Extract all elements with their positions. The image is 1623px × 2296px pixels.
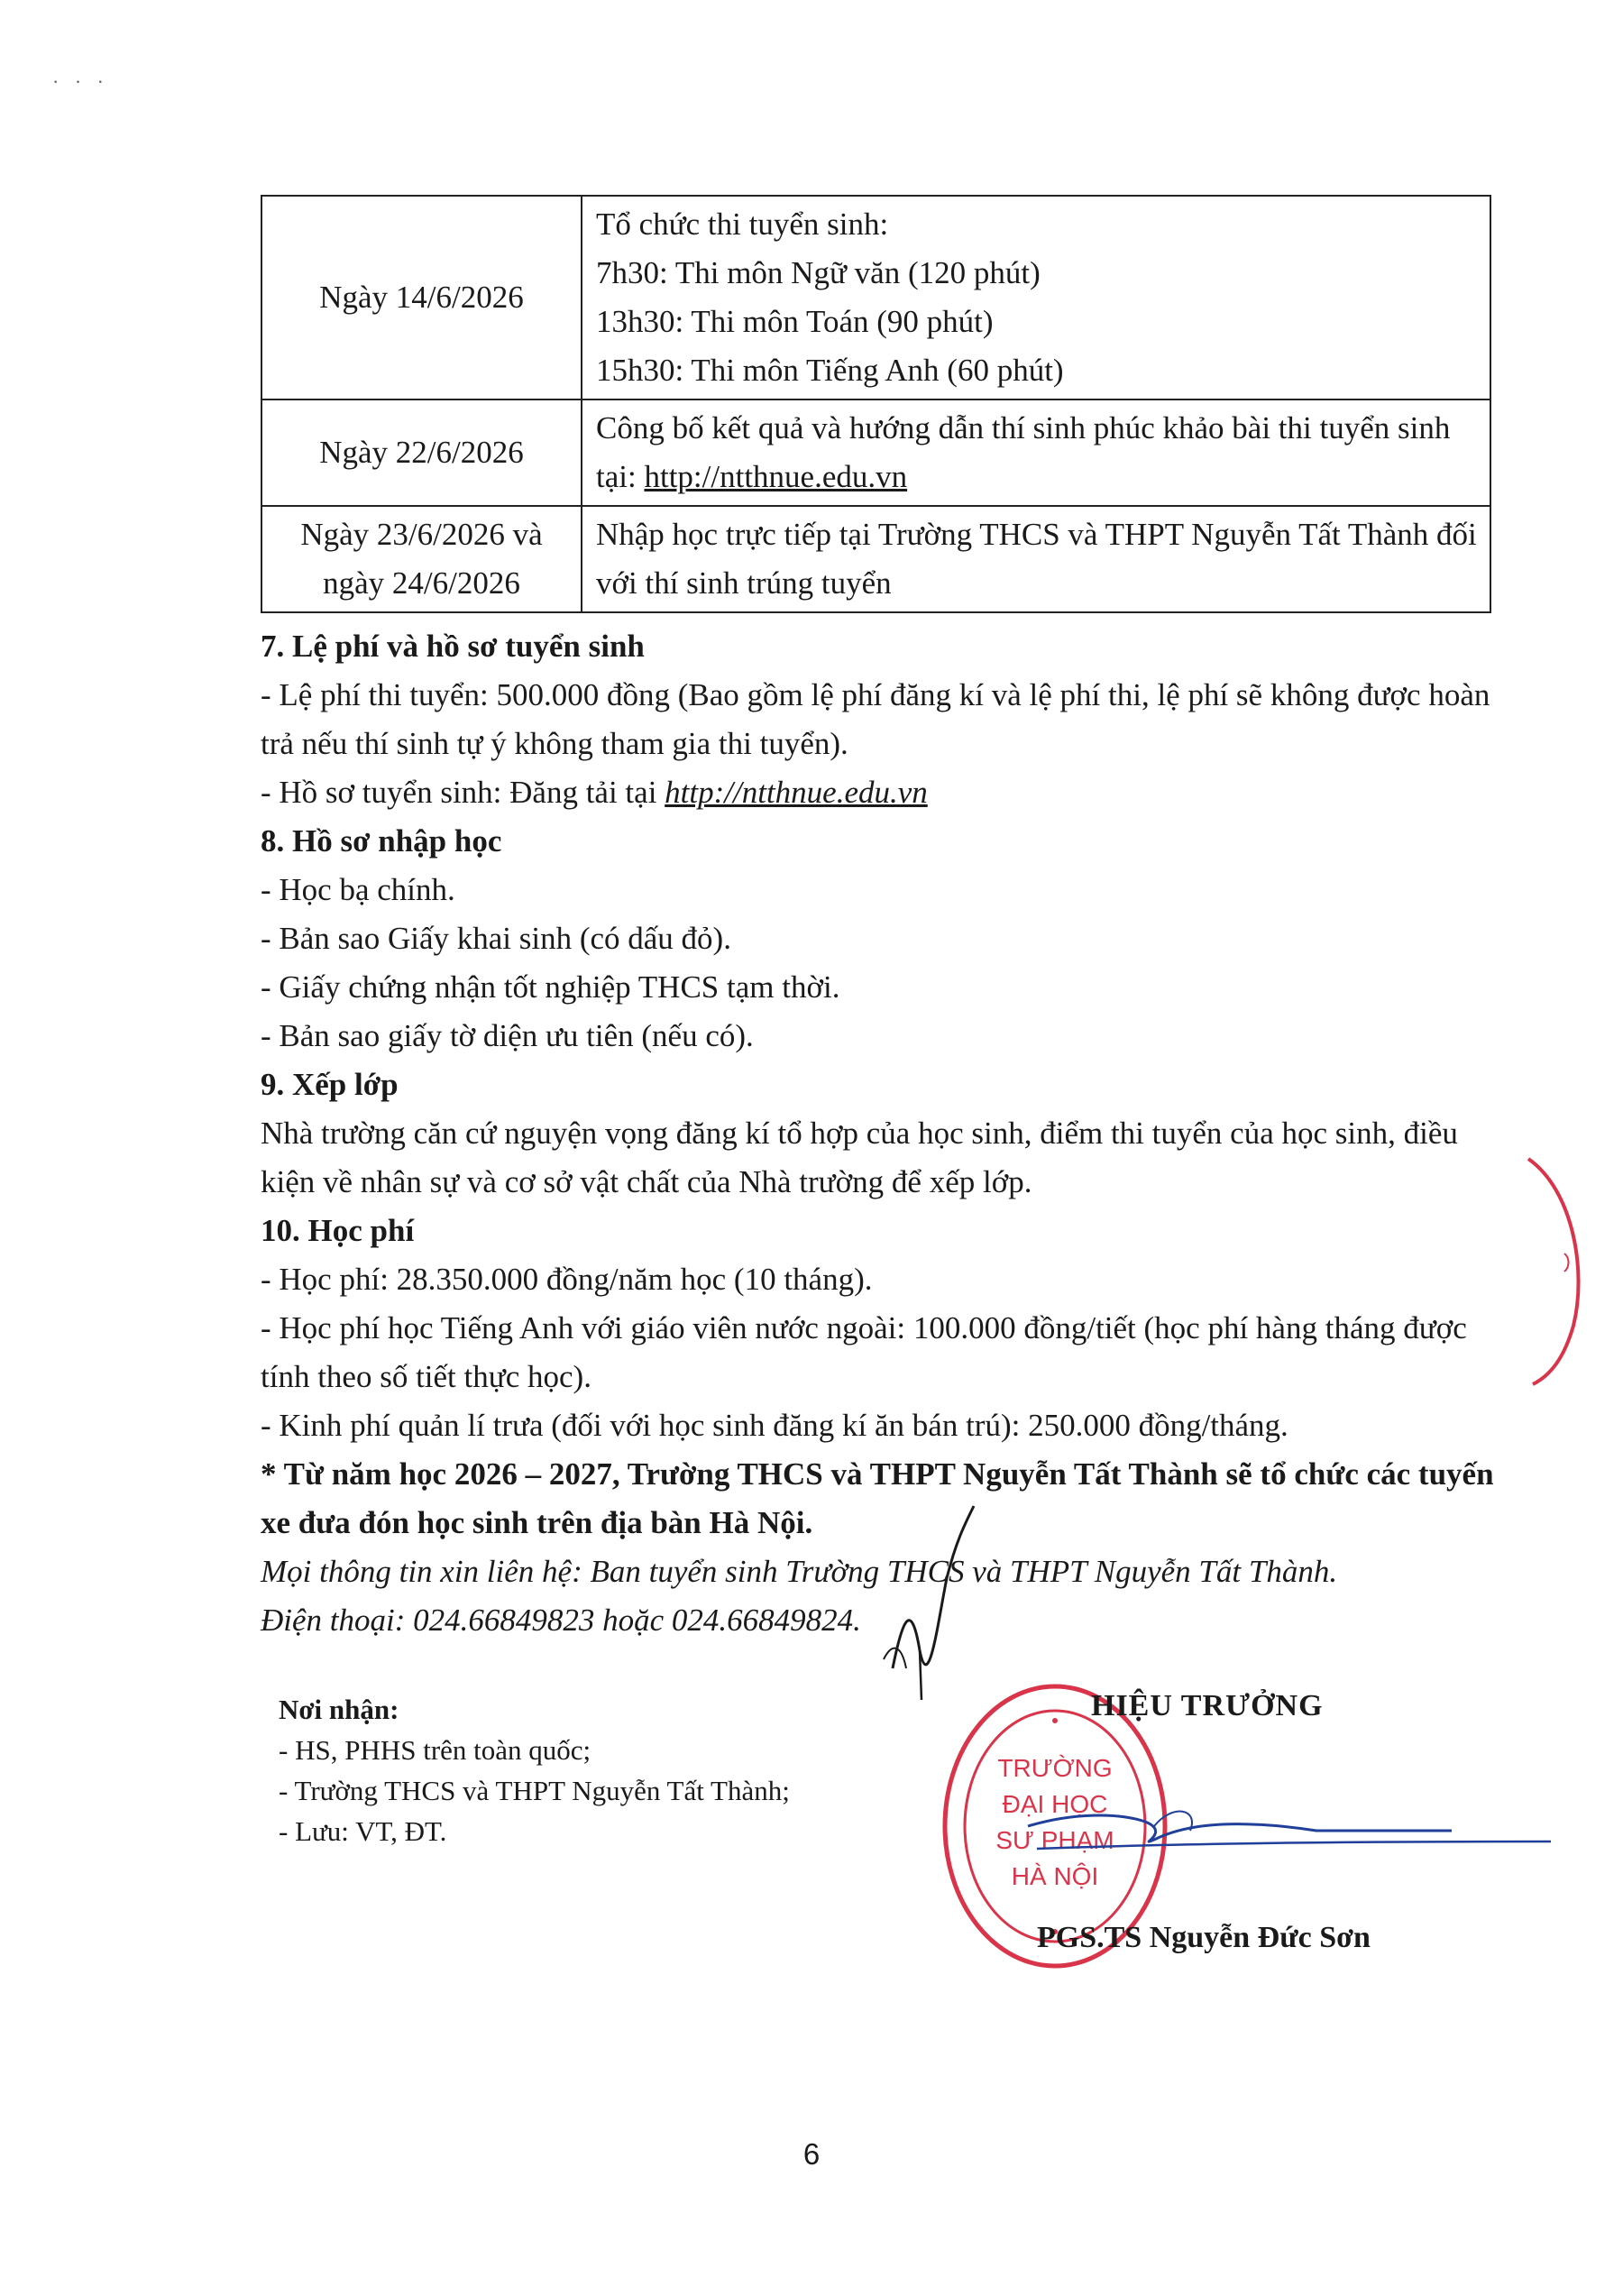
principal-title: HIỆU TRƯỞNG [1091,1689,1324,1722]
documents-link[interactable]: http://ntthnue.edu.vn [665,775,928,810]
schedule-description: Tổ chức thi tuyển sinh: 7h30: Thi môn Ngữ văn (120 phút) 13h30: Thi môn Toán (90 phút) 15h30: Thi môn Tiếng Anh (60 phút) [582,196,1490,400]
documents-paragraph: - Hồ sơ tuyển sinh: Đăng tải tại http://ntthnue.edu.vn [261,775,928,810]
list-item: - HS, PHHS trên toàn quốc; [279,1734,591,1766]
list-item: - Bản sao Giấy khai sinh (có dấu đỏ). [261,921,731,956]
schedule-description: Công bố kết quả và hướng dẫn thí sinh phúc khảo bài thi tuyển sinh tại: http://ntthnue.edu.vn [582,400,1490,506]
section-heading: 7. Lệ phí và hồ sơ tuyển sinh [261,629,645,664]
principal-name: PGS.TS Nguyễn Đức Sơn [1037,1921,1371,1954]
seal-line: HÀ NỘI [1011,1862,1099,1890]
list-item: - Học phí: 28.350.000 đồng/năm học (10 tháng). [261,1262,873,1297]
section-heading: 9. Xếp lớp [261,1067,399,1102]
recipients-label: Nơi nhận: [279,1694,399,1725]
schedule-date: Ngày 14/6/2026 [261,196,582,400]
section-heading: 8. Hồ sơ nhập học [261,823,502,859]
page-number: 6 [802,2137,821,2171]
schedule-date: Ngày 23/6/2026 và ngày 24/6/2026 [261,506,582,612]
phone-info: Điện thoại: 024.66849823 hoặc 024.66849824. [261,1603,861,1638]
seal-line: ĐẠI HỌC [1002,1790,1108,1818]
schedule-description: Nhập học trực tiếp tại Trường THCS và THPT Nguyễn Tất Thành đối với thí sinh trúng tuyển [582,506,1490,612]
list-item: - Giấy chứng nhận tốt nghiệp THCS tạm thời. [261,969,840,1005]
table-row [261,400,1490,506]
scan-marks: · · · [52,70,109,93]
admission-schedule-table [261,195,1491,613]
list-item: - Kinh phí quản lí trưa (đối với học sinh đăng kí ăn bán trú): 250.000 đồng/tháng. [261,1408,1288,1443]
table-row [261,506,1490,612]
seal-line: TRƯỜNG [997,1754,1113,1782]
schedule-date: Ngày 22/6/2026 [261,400,582,506]
signature-stroke-icon [1019,1777,1560,1885]
fee-paragraph: - Lệ phí thi tuyển: 500.000 đồng (Bao gồm lệ phí đăng kí và lệ phí thi, lệ phí sẽ không được hoàn trả nếu thí sinh tự ý không tham gia thi tuyển). [261,677,1490,761]
seal-fragment-icon [1519,1154,1591,1389]
list-item: - Học phí học Tiếng Anh với giáo viên nước ngoài: 100.000 đồng/tiết (học phí hàng tháng được tính theo số tiết thực học). [261,1310,1467,1394]
seal-line: SƯ PHẠM [995,1826,1114,1854]
list-item: - Học bạ chính. [261,872,455,907]
list-item: - Bản sao giấy tờ diện ưu tiên (nếu có). [261,1018,754,1053]
contact-info: Mọi thông tin xin liên hệ: Ban tuyển sinh Trường THCS và THPT Nguyễn Tất Thành. [261,1554,1338,1589]
list-item: - Lưu: VT, ĐT. [279,1815,447,1847]
bus-note: * Từ năm học 2026 – 2027, Trường THCS và THPT Nguyễn Tất Thành sẽ tổ chức các tuyến xe đưa đón học sinh trên địa bàn Hà Nội. [261,1456,1494,1540]
list-item: - Trường THCS và THPT Nguyễn Tất Thành; [279,1775,790,1806]
initial-signature-icon [866,1488,1001,1704]
recipients-block [279,1689,790,1851]
section-heading: 10. Học phí [261,1213,415,1248]
results-link[interactable]: http://ntthnue.edu.vn [644,459,908,494]
table-row [261,196,1490,400]
class-arrangement-text: Nhà trường căn cứ nguyện vọng đăng kí tổ hợp của học sinh, điểm thi tuyển của học sinh, điều kiện về nhân sự và cơ sở vật chất của Nhà trường để xếp lớp. [261,1116,1458,1199]
